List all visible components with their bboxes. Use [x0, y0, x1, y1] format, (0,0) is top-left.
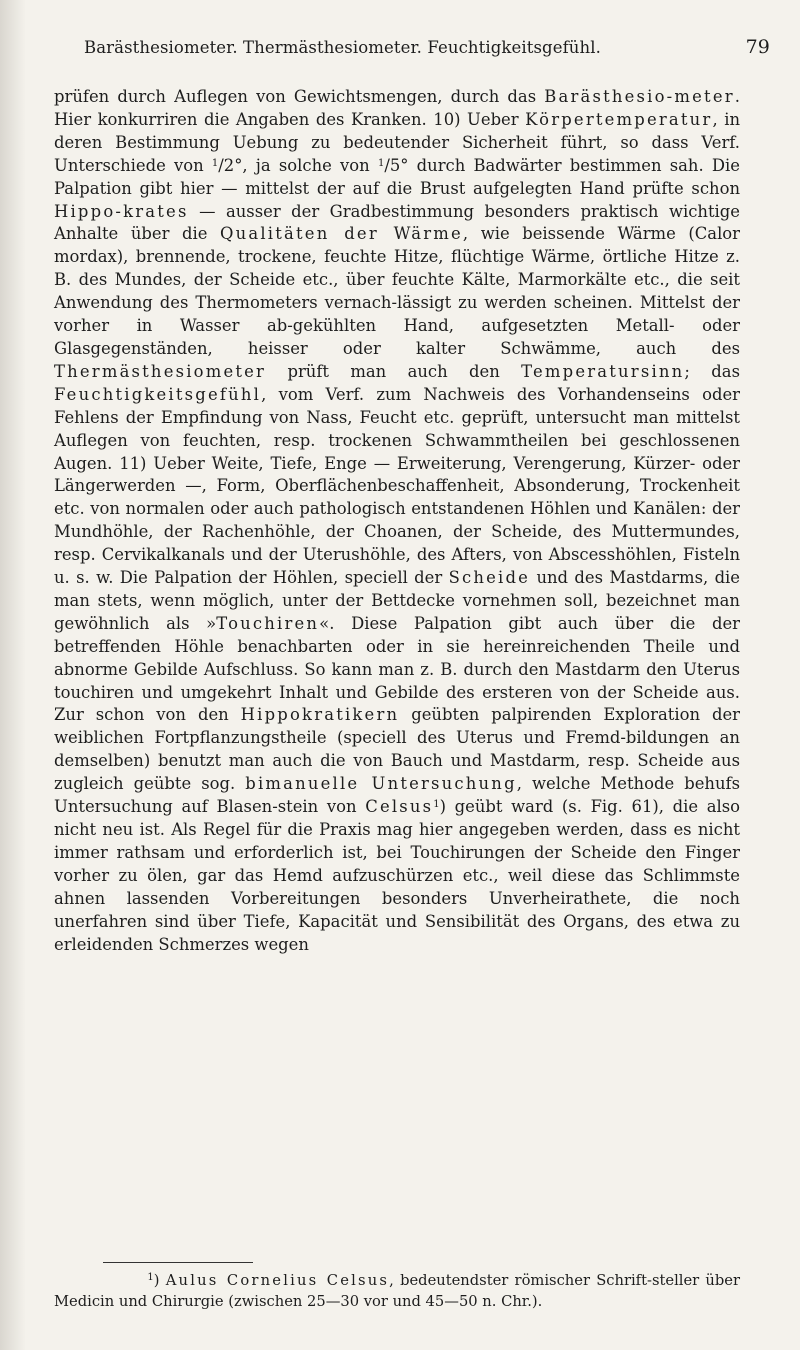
fraction-numerator: 1	[377, 157, 385, 169]
body-paragraph	[54, 86, 740, 956]
emphasis-bimanuelle: bimanuelle Untersuchung	[245, 774, 517, 794]
text-segment: — ausser der Gradbestimmung besonders praktisch wichtige Anhalte über die	[54, 201, 740, 244]
footnote-name: Aulus Cornelius Celsus	[165, 1272, 390, 1289]
text-segment: «. Diese Palpation gibt auch über die der betreffenden Höhle benachbarten oder in sie hereinreichenden Theile und abnorme Gebilde Aufschluss. So kann man z. B. durch den Mastdarm den Uterus touchiren und umgekehrt Inhalt und Gebilde des ersteren von der Scheide aus. Zur schon von den	[54, 613, 741, 725]
text-segment: geübten palpirenden Exploration der weiblichen Fortpflanzungstheile (speciell des Uterus und Fremd-bildungen an demselben) benutzt man auch die von Bauch und Mastdarm, resp. Scheide aus zugleich geübte sog.	[54, 705, 741, 794]
page-number: 79	[745, 36, 770, 58]
text-segment: /2°, ja solche von	[218, 155, 378, 175]
footnote-marker: 1	[147, 1272, 154, 1283]
emphasis-thermaesthesiometer: Thermästhesiometer	[54, 361, 267, 381]
text-segment: , wie beissende Wärme (Calor mordax), brennende, trockene, feuchte Hitze, flüchtige Wärme, örtliche Hitze z. B. des Mundes, der Scheide etc., über feuchte Kälte, Marmorkälte etc., die seit Anwendung des Thermometers vernach-lässigt zu werden scheinen. Mittelst der vorher in Wasser ab-gekühlten Hand, aufgesetzten Metall- oder Glasgegenständen, heisser oder kalter Schwämme, auch des	[54, 224, 741, 358]
text-segment: , in deren Bestimmung Uebung zu bedeutender Sicherheit führt, so dass Verf. Unterschiede von	[54, 109, 740, 175]
emphasis-hippokrates: Hippo-krates	[54, 201, 189, 221]
footnote-text: , bedeutendster römischer Schrift-steller über Medicin und Chirurgie (zwischen 25—30 vor und 45—50 n. Chr.).	[54, 1272, 741, 1310]
emphasis-celsus: Celsus	[365, 797, 434, 817]
running-header	[84, 38, 784, 68]
footnote-divider	[103, 1262, 253, 1263]
text-segment: , welche Methode behufs Untersuchung auf Blasen-stein von	[54, 774, 740, 817]
text-segment: /5° durch Badwärter bestimmen sah. Die Palpation gibt hier — mittelst der auf die Brust aufgelegten Hand prüfte schon	[54, 155, 740, 198]
emphasis-qualitaeten: Qualitäten der Wärme	[220, 224, 463, 244]
text-segment: prüfen durch Auflegen von Gewichtsmengen, durch das	[54, 87, 545, 106]
emphasis-temperatursinn: Temperatursinn	[521, 361, 685, 381]
text-segment: ) geübt ward (s. Fig. 61), die also nicht neu ist. Als Regel für die Praxis mag hier angegeben werden, dass es nicht immer rathsam und erforderlich ist, bei Touchirungen der Scheide den Finger vorher zu ölen, gar das Hemd aufzuschürzen etc., weil diese das Schlimmste ahnen lassenden Vorbereitungen besonders Unverheirathete, die noch unerfahren sind über Tiefe, Kapacität und Sensibilität des Organs, des etwa zu erleidenden Schmerzes wegen	[54, 797, 740, 954]
footnote-reference: 1	[433, 799, 440, 811]
emphasis-koerpertemperatur: Körpertemperatur	[525, 109, 713, 129]
text-segment: prüft man auch den	[266, 361, 522, 381]
emphasis-scheide: Scheide	[448, 568, 531, 588]
emphasis-touchiren: Touchiren	[216, 613, 320, 633]
text-segment: . Hier konkurriren die Angaben des Kranken. 10) Ueber	[54, 87, 740, 129]
text-segment: ; das	[684, 361, 740, 381]
text-segment: und des Mastdarms, die man stets, wenn möglich, unter der Bettdecke vornehmen soll, bezeichnet man gewöhnlich als »	[54, 568, 740, 633]
emphasis-hippokratikern: Hippokratikern	[240, 705, 400, 725]
emphasis-barasthesiometer: Barästhesio-meter	[544, 87, 735, 106]
footnote: $^1$) Aulus Cornelius Celsus, bedeutendster römischer Schrift-steller über Medicin und Chirurgie (zwischen 25—30 vor und 45—50 n. Chr.).	[54, 1272, 741, 1310]
text-segment: , vom Verf. zum Nachweis des Vorhandenseins oder Fehlens der Empfindung von Nass, Feucht etc. geprüft, untersucht man mittelst Auflegen von feuchten, resp. trockenen Schwammtheilen bei geschlossenen Augen. 11) Ueber Weite, Tiefe, Enge — Erweiterung, Verengerung, Kürzer- oder Längerwerden —, Form, Oberflächenbeschaffenheit, Absonderung, Trockenheit etc. von normalen oder auch pathologisch entstandenen Höhlen und Kanälen: der Mundhöhle, der Rachenhöhle, der Choanen, der Scheide, des Muttermundes, resp. Cervikalkanals und der Uterushöhle, des Afters, von Abscesshöhlen, Fisteln u. s. w. Die Palpation der Höhlen, speciell der	[54, 384, 740, 588]
fraction-numerator: 1	[211, 157, 219, 169]
page-gutter-shadow	[0, 0, 26, 1350]
header-title: Barästhesiometer. Thermästhesiometer. Feuchtigkeitsgefühl.	[84, 38, 601, 57]
emphasis-feuchtigkeitsgefuehl: Feuchtigkeitsgefühl	[54, 384, 262, 404]
